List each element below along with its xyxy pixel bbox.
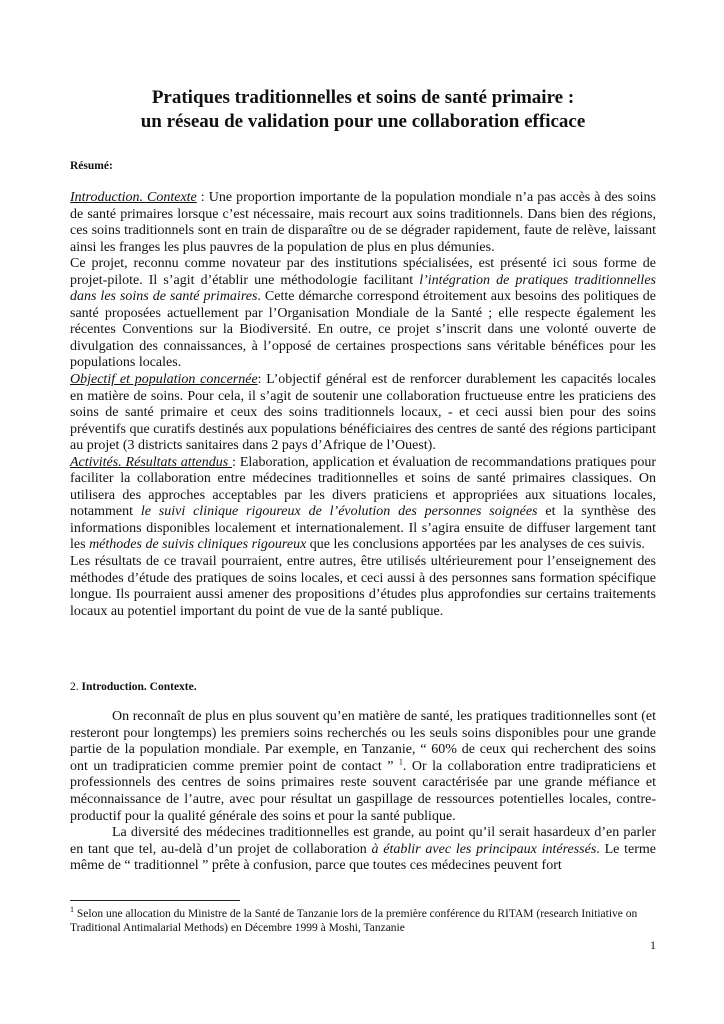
section-number: 2. — [70, 681, 82, 693]
body-emphasis-stakeholders: à établir avec les principaux intéressés — [371, 841, 597, 857]
abstract-text-project-b: . Cette démarche correspond étroitement aux besoins des politiques de santé proposées actuellement par l’Organisation Mondiale de la Santé ; elle respecte également les récentes Conventions sur la Biodiversité. En outre, ce projet s’inscrit dans une volonté ouverte de divulgation des connaissances, à l’opposé de certaines prospections sans véritable bénéfices pour les populations locales. — [70, 289, 657, 371]
footnote-reference[interactable]: 1 — [398, 757, 403, 767]
footnote-marker: 1 — [70, 905, 74, 915]
title-line-2: un réseau de validation pour une collaboration efficace — [140, 111, 586, 132]
abstract-paragraph-activities — [70, 455, 656, 554]
abstract-emphasis-followup: le suivi clinique rigoureux de l’évolution des personnes soignées — [140, 504, 538, 520]
section-heading — [70, 681, 197, 693]
body-text-2b: . Le terme même de “ traditionnel ” prête à confusion, parce que toutes ces médecines peuvent fort — [70, 841, 656, 874]
abstract-paragraph-project — [70, 256, 656, 372]
abstract-emphasis-methods: méthodes de suivis cliniques rigoureux — [89, 537, 307, 553]
abstract-paragraph-objective — [70, 372, 656, 455]
abstract-text-activities-b: et la synthèse des informations disponibles localement et internationalement. Il s’agira ensuite de diffuser largement tant les — [70, 504, 656, 553]
abstract-heading-activities: Activités. Résultats attendus — [70, 454, 233, 470]
abstract-body — [70, 190, 656, 620]
body-text-1b: . Or la collaboration entre tradipraticiens et professionnels des centres de soins primaires reste souvent caractérisée par une grande méfiance et méconnaissance de l’autre, avec pour résultat un gaspillage de ressources potentielles locales, contre-productif pour la qualité générale des soins et pour la santé publique. — [70, 758, 656, 824]
page-number: 1 — [650, 938, 656, 952]
document-title — [70, 86, 656, 134]
body-text-2a: La diversité des médecines traditionnelles est grande, au point qu’il serait hasardeux d’en parler en tant que tel, au-delà d’un projet de collaboration — [70, 825, 656, 857]
abstract-text-activities-a: : Elaboration, application et évaluation de recommandations pratiques pour faciliter la collaboration entre médecines traditionnelles et soins de santé primaires classiques. On utilisera des approches acceptables par les divers praticiens et appropriées aux situations locales, notamment — [70, 454, 656, 520]
section-title: Introduction. Contexte. — [81, 681, 197, 693]
abstract-heading-objective: Objectif et population concernée — [70, 372, 258, 388]
abstract-paragraph-results: Les résultats de ce travail pourraient, entre autres, être utilisés ultérieurement pour l’enseignement des méthodes d’étude des pratiques de soins locales, et ceci aussi à des personnes sans formation spécifique longue. Ils pourraient aussi amener des propositions d’études plus approfondies sur certains traitements locaux au potentiel important du point de vue de la santé publique. — [70, 554, 656, 619]
body-paragraph-1 — [70, 709, 656, 825]
abstract-emphasis-integration: l’intégration de pratiques traditionnelles dans les soins de santé primaires — [70, 272, 656, 305]
section-body — [70, 709, 656, 875]
abstract-label: Résumé: — [70, 160, 113, 172]
body-text-1a: On reconnaît de plus en plus souvent qu’en matière de santé, les pratiques traditionnelles sont (et resteront pour longtemps) les premiers soins recherchés ou les seuls soins disponibles pour une grande partie de la population mondiale. Par exemple, en Tanzanie, “ 60% de ceux qui recherchent des soins ont un tradipraticien comme premier point de contact ” — [70, 709, 656, 774]
title-line-1: Pratiques traditionnelles et soins de santé primaire : — [151, 87, 575, 108]
abstract-text-objective: : L’objectif général est de renforcer durablement les capacités locales en matière de soins. Pour cela, il s’agit de soutenir une collaboration fructueuse entre les praticiens des soins de santé primaire et ceux des soins traditionnels locaux, - et ceci aussi bien pour des soins préventifs que curatifs destinés aux populations bénéficiaires des centres de santé des régions participant au projet (3 districts sanitaires dans 2 pays d’Afrique de l’Ouest). — [70, 372, 656, 454]
abstract-text-project-a: Ce projet, reconnu comme novateur par des institutions spécialisées, est présenté ici sous forme de projet-pilote. Il s’agit d’établir une méthodologie facilitant — [70, 256, 656, 288]
footnote-separator — [70, 900, 240, 901]
abstract-paragraph-context — [70, 190, 656, 256]
footnote-text: Selon une allocation du Ministre de la Santé de Tanzanie lors de la première conférence du RITAM (research Initiative on Traditional Antimalarial Methods) en Décembre 1999 à Moshi, Tanzanie — [70, 908, 638, 934]
footnote — [70, 907, 656, 935]
abstract-text-context: : Une proportion importante de la population mondiale n’a pas accès à des soins de santé primaires lorsque c’est nécessaire, mais recourt aux soins traditionnels. Dans bien des régions, ces soins traditionnels sont en train de disparaître ou de se dégrader rapidement, faute de relève, laissant ainsi les franges les plus pauvres de la population de plus en plus démunies. — [70, 190, 656, 255]
abstract-heading-context: Introduction. Contexte — [70, 190, 197, 205]
abstract-text-activities-c: que les conclusions apportées par les analyses de ces suivis. — [306, 537, 645, 553]
body-paragraph-2 — [70, 825, 656, 875]
